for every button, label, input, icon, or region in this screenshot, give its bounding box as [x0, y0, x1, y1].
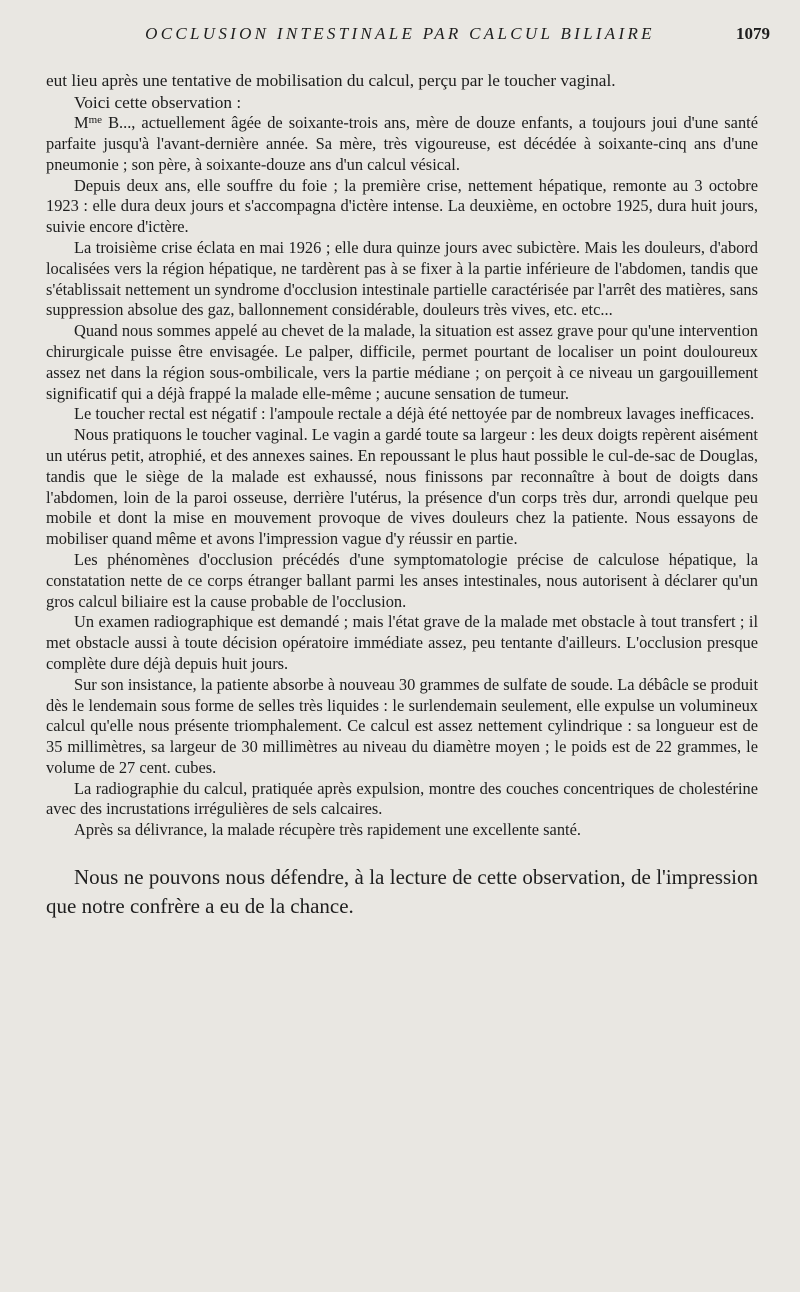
- running-header: [0, 24, 800, 54]
- paragraph-vaginal: Nous pratiquons le toucher vaginal. Le vagin a gardé toute sa largeur : les deux doigts repèrent aisément un utérus petit, atrophié, et des annexes saines. En repoussant le plus haut possible le cul-de-sac de Douglas, tandis que le siège de la malade est exhaussé, nous finissons par reconnaître à bout de doigts dans l'abdomen, loin de la paroi osseuse, derrière l'utérus, la présence d'un corps très dur, arrondi quelque peu mobile et dont la mise en mouvement provoque de vives douleurs chez la patiente. Nous essayons de mobiliser quand même et avons l'impression vague d'y réussir en partie.: [46, 425, 758, 549]
- paragraph-expulsion: Sur son insistance, la patiente absorbe à nouveau 30 grammes de sulfate de soude. La débâcle se produit dès le lendemain sous forme de selles très liquides : le surlendemain seulement, elle expulse un volumineux calcul qu'elle nous présente triomphalement. Ce calcul est assez nettement cylindrique : sa longueur est de 35 millimètres, sa largeur de 30 millimètres au niveau du diamètre moyen ; le poids est de 22 grammes, le volume de 27 cent. cubes.: [46, 674, 758, 777]
- paragraph-continuation: eut lieu après une tentative de mobilisation du calcul, perçu par le toucher vaginal.: [46, 71, 616, 90]
- paragraph-third-crisis: La troisième crise éclata en mai 1926 ; elle dura quinze jours avec subictère. Mais les douleurs, d'abord localisées vers la région hépatique, ne tardèrent pas à se fixer à la partie inférieure de l'abdomen, tandis que s'établissait nettement un syndrome d'occlusion intestinale partielle caractérisée par l'arrêt des matières, sans suppression absolue des gaz, ballonnement considérable, douleurs très vives, etc. etc...: [46, 237, 758, 320]
- paragraph-conclusion: Nous ne pouvons nous défendre, à la lecture de cette observation, de l'impression que notre confrère a eu de la chance.: [46, 865, 758, 919]
- running-title: OCCLUSION INTESTINALE PAR CALCUL BILIAIRE: [145, 24, 655, 43]
- page-number: 1079: [736, 24, 770, 43]
- paragraph-examination: Quand nous sommes appelé au chevet de la malade, la situation est assez grave pour qu'une intervention chirurgicale puisse être envisagée. Le palper, difficile, permet pourtant de localiser un point douloureux assez net dans la région sous-ombilicale, vers la partie médiane ; on perçoit à ce niveau un gargouillement significatif qui a déjà frappé la malade elle-même ; aucune sensation de tumeur.: [46, 321, 758, 403]
- paragraph-history: Depuis deux ans, elle souffre du foie ; la première crise, nettement hépatique, remonte au 3 octobre 1923 : elle dura deux jours et s'accompagna d'ictère intense. La deuxième, en octobre 1925, dura huit jours, suivie encore d'ictère.: [46, 175, 758, 237]
- honorific: $M^{me}$: [74, 113, 103, 133]
- paragraph-patient: [46, 113, 758, 175]
- paragraph-intro: Voici cette observation :: [74, 92, 242, 112]
- article-body: [46, 70, 758, 921]
- paragraph-diagnosis: Les phénomènes d'occlusion précédés d'une symptomatologie précise de calculose hépatique, la constatation nette de ce corps étranger ballant parmi les anses intestinales, nous autorisent à déclarer qu'un gros calcul biliaire est la cause probable de l'occlusion.: [46, 549, 758, 611]
- paragraph-recovery: Après sa délivrance, la malade récupère très rapidement une excellente santé.: [74, 820, 581, 840]
- paragraph-calculus-radiography: La radiographie du calcul, pratiquée après expulsion, montre des couches concentriques de cholestérine avec des incrustations irrégulières de sels calcaires.: [46, 778, 758, 819]
- paragraph-rectal: Le toucher rectal est négatif : l'ampoule rectale a déjà été nettoyée par de nombreux lavages inefficaces.: [74, 404, 755, 424]
- paragraph-radiography-request: Un examen radiographique est demandé ; mais l'état grave de la malade met obstacle à tout transfert ; il met obstacle aussi à toute décision opératoire immédiate assez, peu tentante d'ailleurs. L'occlusion presque complète dure déjà depuis huit jours.: [46, 612, 758, 673]
- paragraph-patient-text: B..., actuellement âgée de soixante-trois ans, mère de douze enfants, a toujours joui d'une santé parfaite jusqu'à l'avant-dernière année. Sa mère, très vigoureuse, est décédée à soixante-cinq ans d'une pneumonie ; son père, à soixante-douze ans d'un calcul vésical.: [46, 113, 758, 174]
